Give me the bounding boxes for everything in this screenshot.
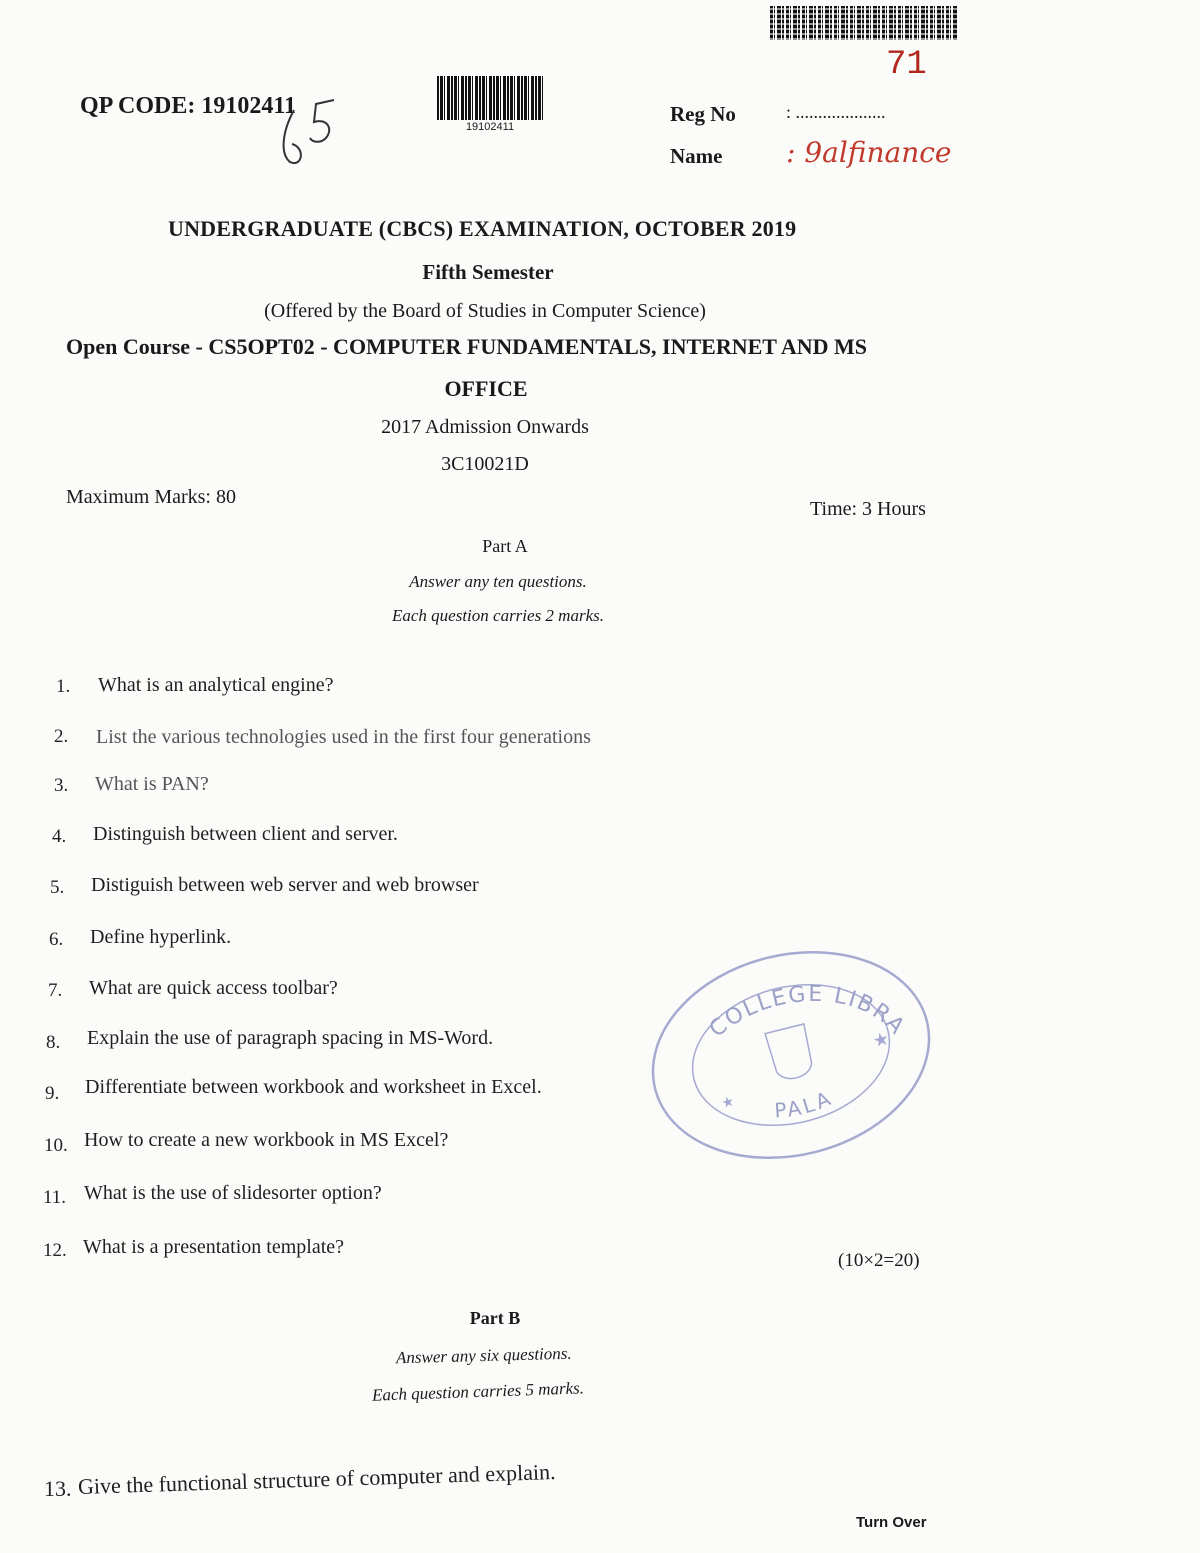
part-b-heading: Part B [469,1308,521,1328]
barcode-center [437,76,543,120]
question-number: 13. [44,1476,72,1501]
offered-by: (Offered by the Board of Studies in Computer Science) [264,300,706,322]
qp-code: QP CODE: 19102411 [80,93,297,119]
name-value: : 9alfinance [786,136,952,169]
time-allowed: Time: 3 Hours [810,498,926,520]
question-text: Explain the use of paragraph spacing in MS-Word. [87,1027,494,1049]
question-text: What is a presentation template? [83,1236,345,1258]
question-number: 7. [48,980,63,1001]
svg-text:PALA [770,1084,838,1126]
stamp-star-icon: ★ [870,1028,892,1052]
part-b-instruction2: Each question carries 5 marks. [371,1378,585,1405]
exam-code: 3C10021D [441,453,529,475]
question-number: 12. [43,1240,67,1261]
question-text: What is an analytical engine? [98,674,334,696]
question-number: 10. [44,1135,68,1156]
part-a-instruction2: Each question carries 2 marks. [391,606,604,625]
max-marks: Maximum Marks: 80 [66,486,236,508]
part-a-heading: Part A [482,536,528,556]
exam-title: UNDERGRADUATE (CBCS) EXAMINATION, OCTOBER 2019 [168,216,797,241]
barcode-number: 19102411 [465,121,515,133]
question-number: 6. [49,929,64,950]
part-a-instruction1: Answer any ten questions. [409,572,587,591]
question-number: 4. [52,826,67,847]
question-text: How to create a new workbook in MS Excel? [84,1129,449,1151]
svg-text:COLLEGE LIBRARY [625,918,913,1102]
stamp-drawing [625,918,957,1192]
turn-over: Turn Over [856,1514,927,1531]
question-number: 5. [50,877,65,898]
question-text: What is PAN? [95,773,209,795]
top-number: 71 [886,46,927,84]
course-line2: OFFICE [444,376,528,401]
question-text: Define hyperlink. [90,926,232,948]
stamp-top-text: COLLEGE LIBRARY [624,967,911,1043]
library-stamp [625,918,957,1192]
question-text: List the various technologies used in the first four generations [96,726,591,748]
semester: Fifth Semester [422,260,554,284]
question-number: 3. [54,775,69,796]
part-b-instruction1: Answer any six questions. [395,1343,572,1368]
question-number: 9. [45,1083,60,1104]
question-text: Give the functional structure of computer and explain. [77,1459,556,1499]
question-number: 8. [46,1032,61,1053]
question-text: What is the use of slidesorter option? [84,1182,382,1204]
question-number: 11. [43,1187,67,1208]
question-text: What are quick access toolbar? [89,977,338,999]
handwritten-mark-drawing [276,92,346,172]
question-number: 1. [56,676,71,697]
stamp-star-icon: ★ [720,1094,736,1112]
course-line1: Open Course - CS5OPT02 - COMPUTER FUNDAMENTALS, INTERNET AND MS [66,334,868,359]
question-text: Distiguish between web server and web browser [91,874,479,896]
admission: 2017 Admission Onwards [381,416,589,438]
name-label: Name [670,144,723,168]
reg-no-value: : .................... [786,102,886,122]
question-text: Distinguish between client and server. [93,823,398,845]
part-a-marks-total: (10×2=20) [838,1250,920,1271]
question-text: Differentiate between workbook and worksheet in Excel. [85,1076,542,1098]
handwritten-mark [276,92,346,172]
barcode-top-right [770,6,958,40]
question-number: 2. [54,726,69,747]
reg-no-label: Reg No [670,102,736,126]
stamp-bottom-text: PALA [773,1085,837,1123]
